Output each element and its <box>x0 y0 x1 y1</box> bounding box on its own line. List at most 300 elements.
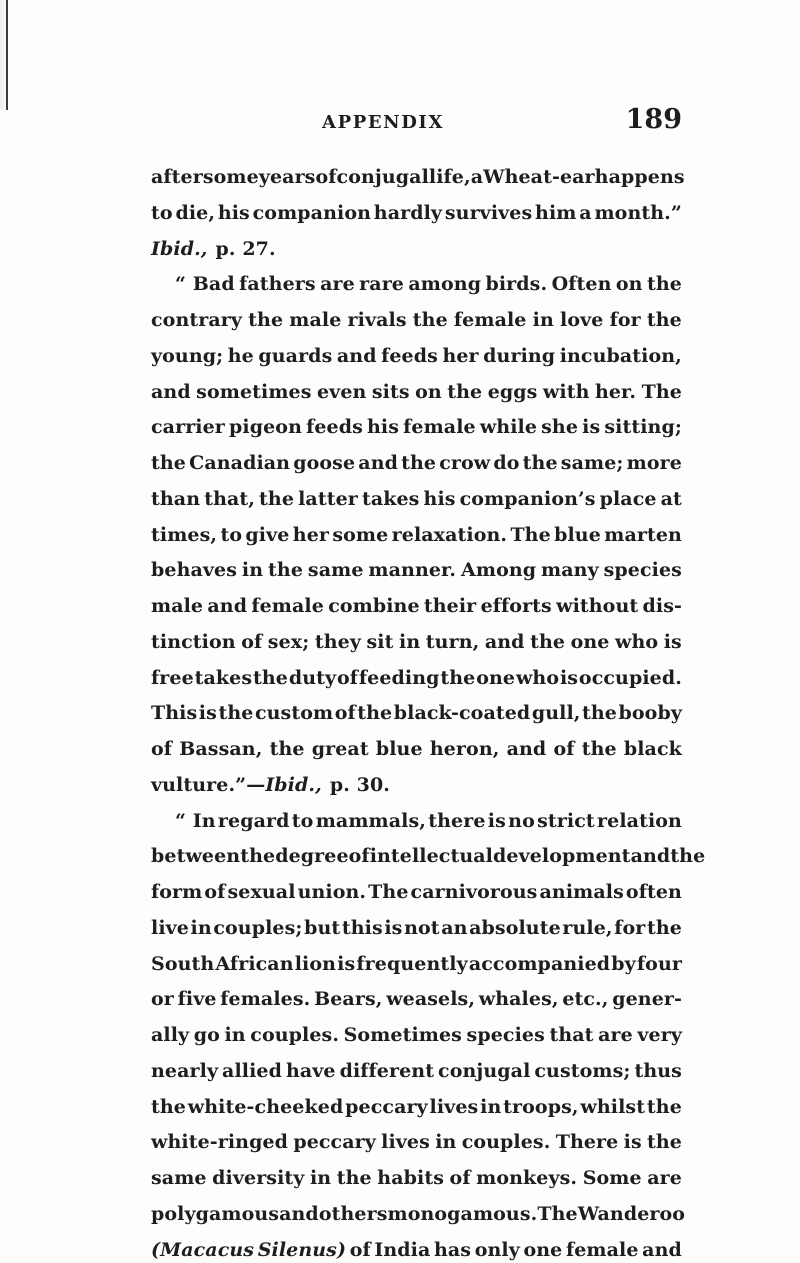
running-head-title: APPENDIX <box>322 112 445 133</box>
word: or <box>151 988 174 1011</box>
word: male <box>289 309 342 331</box>
word: the <box>412 309 448 331</box>
word: there <box>428 809 486 832</box>
word: in <box>309 1167 332 1189</box>
word: of <box>553 738 575 760</box>
word: companion <box>252 201 372 224</box>
word: India <box>374 1238 431 1261</box>
word: takes <box>361 487 420 510</box>
word: polygamous <box>151 1202 280 1225</box>
page-number: 189 <box>625 104 682 135</box>
word: more <box>626 452 682 474</box>
word: conjugal <box>438 1059 531 1082</box>
word: female <box>403 416 476 439</box>
word: Bears, <box>314 988 383 1011</box>
word: often <box>625 881 682 903</box>
word: without <box>556 595 639 617</box>
word: many <box>541 559 599 582</box>
word: animals <box>539 881 624 903</box>
word: the <box>646 1095 682 1118</box>
word: and <box>506 738 547 760</box>
word: even <box>316 380 367 403</box>
word: years <box>258 166 316 188</box>
word: of <box>337 666 359 689</box>
word: occupied. <box>578 666 682 689</box>
word: are <box>598 1024 633 1046</box>
text-line <box>151 375 682 411</box>
word: the <box>447 380 483 403</box>
word: mammals, <box>315 809 426 832</box>
word: survives <box>444 201 533 224</box>
word: of <box>348 845 370 868</box>
word: the <box>248 309 284 331</box>
text-line <box>151 160 685 196</box>
word: The <box>510 523 551 546</box>
word: feeds <box>306 416 363 439</box>
word: female <box>453 309 527 331</box>
word: not <box>404 916 440 939</box>
word: the <box>151 1095 186 1118</box>
word: with <box>542 380 590 403</box>
text-line <box>151 553 682 589</box>
word: and <box>207 595 248 617</box>
word: companion’s <box>459 487 596 510</box>
word: monkeys. <box>476 1167 578 1189</box>
word: while <box>479 416 538 439</box>
word: in <box>241 559 264 582</box>
text-line <box>151 982 682 1018</box>
word: Some <box>582 1167 642 1189</box>
word: has <box>433 1238 472 1261</box>
word: his <box>217 201 250 224</box>
word: diversity <box>212 1167 305 1189</box>
word: on <box>615 273 643 296</box>
word: a <box>470 166 484 188</box>
word: some <box>332 523 389 546</box>
word: troops, <box>503 1095 579 1118</box>
text-line <box>151 661 682 697</box>
text-line <box>151 875 682 911</box>
word: is <box>559 666 579 689</box>
word: degree <box>275 845 349 868</box>
word: is <box>337 952 356 975</box>
word: “ Bad <box>175 273 235 296</box>
word: goose <box>293 452 356 474</box>
word: the <box>151 452 186 474</box>
word: the <box>646 916 682 939</box>
word: p. 30. <box>329 773 390 796</box>
word: an <box>441 916 468 939</box>
word: of <box>204 881 226 903</box>
word: custom <box>254 702 334 725</box>
word: have <box>285 1059 336 1082</box>
word: etc., <box>562 988 609 1011</box>
word: during <box>483 344 556 367</box>
word: peccary <box>345 1095 428 1118</box>
word: lives <box>381 1131 430 1154</box>
word: contrary <box>151 309 243 331</box>
word: South <box>151 952 215 975</box>
word: is <box>623 1131 642 1154</box>
word: absolute <box>469 916 561 939</box>
word: the <box>582 702 617 725</box>
word: the <box>522 452 558 474</box>
text-line <box>151 732 682 768</box>
text-line <box>151 625 682 661</box>
word: is <box>487 809 506 832</box>
word: duty <box>288 666 337 689</box>
word: frequently <box>356 952 468 975</box>
word: the <box>357 702 393 725</box>
word: he <box>227 344 254 367</box>
word: is <box>384 916 403 939</box>
word: and <box>358 452 398 474</box>
text-line <box>151 947 682 983</box>
word: behaves <box>151 559 238 582</box>
word: the <box>646 273 682 296</box>
word: young; <box>151 344 224 367</box>
word: great <box>311 738 369 760</box>
word: four <box>636 952 682 975</box>
word: in <box>399 630 421 653</box>
word: in <box>224 1024 246 1046</box>
word: of <box>151 738 173 760</box>
text-line <box>151 196 682 232</box>
word: her. <box>594 380 637 403</box>
word: some <box>202 166 259 188</box>
word: sitting; <box>604 416 682 439</box>
word: go <box>193 1024 220 1046</box>
word: The <box>537 1202 578 1225</box>
word: times, <box>151 523 218 546</box>
word: the <box>269 738 305 760</box>
word: whilst <box>580 1095 646 1118</box>
word: whales, <box>478 988 559 1011</box>
word: Often <box>551 273 612 296</box>
word: species <box>466 1024 545 1046</box>
word: Wanderoo <box>577 1202 686 1225</box>
word: the <box>670 845 706 868</box>
word: happens <box>594 166 685 188</box>
word: than <box>151 487 201 510</box>
word: one <box>570 630 610 653</box>
word: the <box>647 1131 682 1154</box>
word: union. <box>297 881 367 903</box>
word: of <box>449 1167 471 1189</box>
word: the <box>401 452 437 474</box>
word: “ In <box>175 809 216 832</box>
word: black-coated <box>393 702 531 725</box>
word: among <box>408 273 482 296</box>
word: hardly <box>373 201 443 224</box>
word: couples. <box>461 1131 551 1154</box>
word: habits <box>377 1167 444 1189</box>
word: the <box>581 738 617 760</box>
word: vulture.”—Ibid., <box>151 773 322 796</box>
word: and <box>151 380 191 403</box>
word: intellectual <box>369 845 493 868</box>
word: give <box>245 523 290 546</box>
word: allied <box>222 1059 282 1082</box>
word: blue <box>554 523 601 546</box>
word: that <box>549 1024 594 1046</box>
text-line <box>151 1233 682 1263</box>
word: the <box>240 845 276 868</box>
word: she <box>541 416 579 439</box>
word: the <box>253 666 288 689</box>
word: to <box>220 523 243 546</box>
word: sits <box>371 380 410 403</box>
word: nearly <box>151 1059 219 1082</box>
word: dis- <box>642 595 682 617</box>
word: and <box>336 344 377 367</box>
word: sex; <box>267 630 310 653</box>
word: live <box>151 916 189 939</box>
word: customs; <box>534 1059 631 1082</box>
text-line <box>151 839 706 875</box>
word: (Macacus <box>151 1238 255 1261</box>
word: same <box>151 1167 207 1189</box>
text-line <box>151 410 682 446</box>
word: relaxation. <box>391 523 508 546</box>
word: life, <box>428 166 471 188</box>
word: of <box>241 630 263 653</box>
word: is <box>582 416 601 439</box>
text-line <box>151 232 682 268</box>
word: for <box>614 916 646 939</box>
word: his <box>367 416 400 439</box>
word: female <box>565 1238 639 1261</box>
word: heron, <box>429 738 500 760</box>
word: is <box>663 630 682 653</box>
word: ally <box>151 1024 190 1046</box>
word: between <box>151 845 241 868</box>
word: form <box>151 881 203 903</box>
text-line <box>151 518 682 554</box>
word: The <box>641 380 682 403</box>
word: of <box>334 702 356 725</box>
text-line <box>151 1054 682 1090</box>
word: Canadian <box>189 452 291 474</box>
word: turn, <box>425 630 480 653</box>
text-line <box>151 1090 682 1126</box>
word: different <box>339 1059 435 1082</box>
text-line <box>151 804 682 840</box>
word: at <box>660 487 682 510</box>
word: conjugal <box>336 166 429 188</box>
word: latter <box>298 487 358 510</box>
word: month.” <box>594 201 682 224</box>
text-line <box>151 339 682 375</box>
word: takes <box>194 666 253 689</box>
text-line <box>151 696 682 732</box>
word: marten <box>604 523 682 546</box>
word: his <box>423 487 456 510</box>
body-text <box>151 160 706 1263</box>
word: same; <box>560 452 624 474</box>
word: couples. <box>250 1024 340 1046</box>
word: very <box>637 1024 682 1046</box>
text-line <box>151 589 682 625</box>
word: lion <box>294 952 337 975</box>
word: manner. <box>368 559 457 582</box>
word: the <box>336 1167 372 1189</box>
word: guards <box>258 344 333 367</box>
word: couples; <box>213 916 303 939</box>
word: Silenus) <box>257 1238 347 1261</box>
text-line <box>151 267 682 303</box>
word: of <box>349 1238 371 1261</box>
word: carnivorous <box>410 881 538 903</box>
word: gull, <box>531 702 581 725</box>
word: free <box>151 666 194 689</box>
text-line <box>151 482 682 518</box>
text-line <box>151 303 682 339</box>
word: this <box>341 916 383 939</box>
word: same <box>307 559 364 582</box>
text-line <box>151 768 682 804</box>
word: booby <box>618 702 682 725</box>
word: one <box>523 1238 563 1261</box>
word: by <box>611 952 636 975</box>
word: the <box>268 559 304 582</box>
word: tinction <box>151 630 236 653</box>
word: and <box>279 1202 319 1225</box>
word: who <box>615 630 659 653</box>
word: efforts <box>480 595 552 617</box>
word: strict <box>537 809 595 832</box>
text-line <box>151 446 682 482</box>
word: accompanied <box>468 952 611 975</box>
word: who <box>515 666 560 689</box>
word: Bassan, <box>179 738 263 760</box>
word: love <box>560 309 604 331</box>
word: is <box>198 702 217 725</box>
word: crow <box>439 452 491 474</box>
word: no <box>508 809 535 832</box>
word: birds. <box>485 273 548 296</box>
word: weasels, <box>386 988 476 1011</box>
word: him <box>535 201 577 224</box>
word: species <box>603 559 682 582</box>
word: fathers <box>239 273 316 296</box>
word: after <box>151 166 203 188</box>
word: die, <box>175 201 216 224</box>
word: Among <box>461 559 537 582</box>
word: for <box>609 309 641 331</box>
word: in <box>435 1131 457 1154</box>
word: others <box>318 1202 388 1225</box>
word: thus <box>634 1059 682 1082</box>
word: sit <box>366 630 394 653</box>
word: carrier <box>151 416 225 439</box>
word: blue <box>375 738 423 760</box>
word: Ibid., <box>151 237 208 260</box>
page-binding-edge <box>0 0 8 110</box>
word: gener- <box>612 988 682 1011</box>
word: in <box>532 309 554 331</box>
word: pigeon <box>229 416 302 439</box>
word: five <box>177 988 217 1011</box>
word: to <box>151 201 173 224</box>
word: and <box>642 1238 682 1261</box>
word: peccary <box>293 1131 376 1154</box>
word: in <box>190 916 212 939</box>
running-head <box>150 104 682 144</box>
word: lives <box>429 1095 479 1118</box>
word: feeds <box>381 344 438 367</box>
word: rule, <box>562 916 613 939</box>
word: and <box>630 845 671 868</box>
word: do <box>493 452 520 474</box>
word: are <box>647 1167 682 1189</box>
word: black <box>623 738 682 760</box>
word: rare <box>359 273 404 296</box>
word: feeding <box>358 666 440 689</box>
word: rivals <box>347 309 407 331</box>
word: that, <box>204 487 255 510</box>
word: her <box>442 344 479 367</box>
text-line <box>151 1197 686 1233</box>
word: on <box>415 380 442 403</box>
word: The <box>368 881 409 903</box>
word: sometimes <box>196 380 312 403</box>
word: African <box>215 952 294 975</box>
word: of <box>315 166 337 188</box>
word: Sometimes <box>343 1024 462 1046</box>
word: white-cheeked <box>187 1095 344 1118</box>
word: females. <box>220 988 311 1011</box>
word: male <box>151 595 204 617</box>
word: one <box>476 666 516 689</box>
word: the <box>530 630 566 653</box>
word: the <box>259 487 295 510</box>
word: sexual <box>227 881 296 903</box>
word: the <box>646 309 682 331</box>
word: and <box>484 630 525 653</box>
word: Wheat-ear <box>483 166 595 188</box>
word: but <box>304 916 341 939</box>
word: This <box>151 702 198 725</box>
text-line <box>151 1125 682 1161</box>
word: to <box>291 809 314 832</box>
text-line <box>151 911 682 947</box>
word: monogamous. <box>387 1202 538 1225</box>
text-line <box>151 1018 682 1054</box>
word: place <box>599 487 657 510</box>
word: they <box>314 630 361 653</box>
word: development <box>493 845 631 868</box>
word: incubation, <box>559 344 682 367</box>
word: her <box>292 523 330 546</box>
word: their <box>423 595 477 617</box>
word: There <box>555 1131 619 1154</box>
word: p. 27. <box>215 237 276 260</box>
word: eggs <box>487 380 538 403</box>
word: the <box>218 702 254 725</box>
word: are <box>320 273 355 296</box>
word: relation <box>597 809 682 832</box>
word: female <box>251 595 324 617</box>
word: regard <box>217 809 290 832</box>
word: white-ringed <box>151 1131 289 1154</box>
text-line <box>151 1161 682 1197</box>
word: the <box>440 666 476 689</box>
word: in <box>480 1095 502 1118</box>
word: a <box>579 201 592 224</box>
word: combine <box>328 595 420 617</box>
word: only <box>474 1238 520 1261</box>
